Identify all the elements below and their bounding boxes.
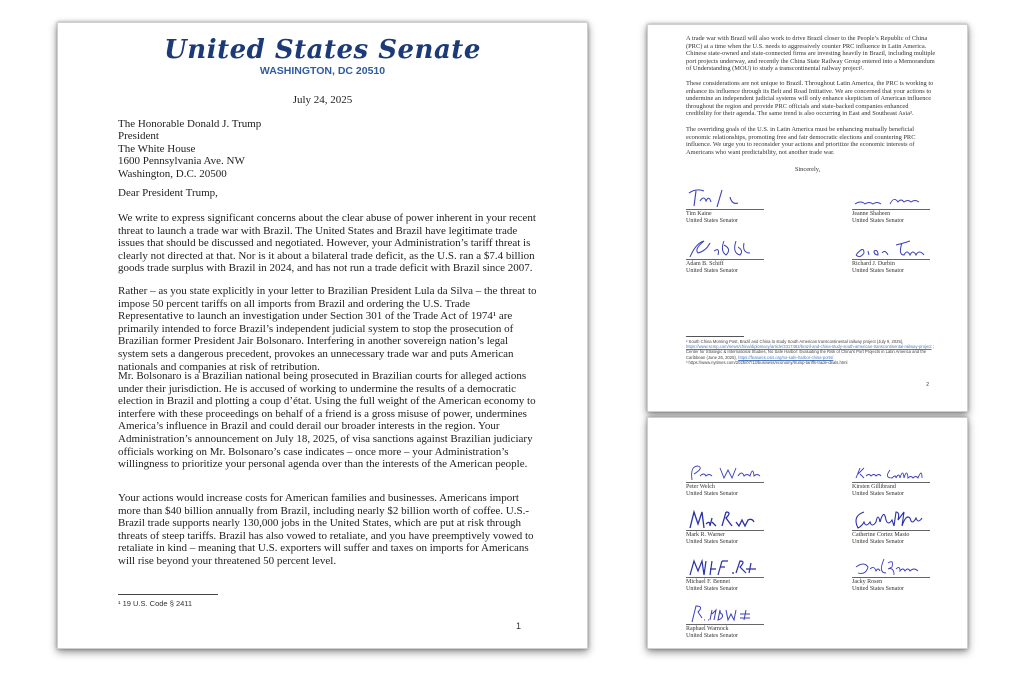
address-line: The White House xyxy=(118,142,196,155)
signature-block xyxy=(686,556,796,593)
signatory-title: United States Senator xyxy=(852,491,904,497)
signatory-title: United States Senator xyxy=(686,633,738,639)
signatory-title: United States Senator xyxy=(852,218,904,224)
footnote-link[interactable]: https://features.csis.org/no-safe-harbor-china-ports/ xyxy=(738,354,834,360)
signature-image xyxy=(686,603,764,625)
signature-image xyxy=(852,238,930,260)
page-number: 2 xyxy=(926,382,929,388)
signature-image xyxy=(686,556,764,578)
salutation: Dear President Trump, xyxy=(118,187,218,199)
signature-image xyxy=(852,556,930,578)
signature-block xyxy=(852,556,962,593)
signature-image xyxy=(852,188,930,210)
signatory-name: Peter Welch xyxy=(686,484,715,490)
body-paragraph: A trade war with Brazil will also work to drive Brazil closer to the People’s Republic of China (PRC) at a time when the U.S. needs to aggressively counter PRC influence in Latin America. Chinese state-owned and state-connected firms are investing heavily in Brazil, including multiple port projects underway, and recently the China State Railway Group entered into a Memorandum of Understanding (MOU) to study a transcontinental railway project². xyxy=(686,35,936,73)
letter-page-3 xyxy=(647,417,968,649)
signatory-name: Adam B. Schiff xyxy=(686,261,724,267)
signatory-name: Kirsten Gillibrand xyxy=(852,484,896,490)
signature-block xyxy=(686,461,796,498)
address-line: Washington, D.C. 20500 xyxy=(118,167,227,180)
signature-image xyxy=(686,461,764,483)
signature-image xyxy=(686,509,764,531)
signature-image xyxy=(686,188,764,210)
signature-block xyxy=(686,509,796,546)
letter-page-1 xyxy=(57,22,588,649)
body-paragraph: The overriding goals of the U.S. in Latin America must be enhancing mutually beneficial economic relationships, promoting free and fair democratic elections and countering PRC influence. We urge you to reconsider your actions and prioritize the economic interests of Americans who want predictability, not another trade war. xyxy=(686,126,916,156)
signatory-title: United States Senator xyxy=(852,539,904,545)
signatory-name: Jeanne Shaheen xyxy=(852,211,891,217)
signature-block xyxy=(852,461,962,498)
signatory-title: United States Senator xyxy=(852,268,904,274)
signatory-title: United States Senator xyxy=(852,586,904,592)
address-line: 1600 Pennsylvania Ave. NW xyxy=(118,155,245,168)
body-paragraph: Rather – as you state explicitly in your letter to Brazilian President Lula da Silva – the threat to impose 50 percent tariffs on all imports from Brazil and ordering the U.S. Trade Representative to launch an investigation under Section 301 of the Trade Act of 1974¹ are primarily intended to force Brazil’s independent judicial system to stop the prosecution of Brazilian former President Jair Bolsonaro. Interfering in another sovereign nation’s legal system sets a dangerous precedent, provokes an unnecessary trade war and puts American nationals and companies at risk of retribution. xyxy=(118,285,537,373)
signature-block xyxy=(852,238,962,275)
body-paragraph: Mr. Bolsonaro is a Brazilian national being prosecuted in Brazilian courts for alleged actions under their jurisdiction. He is accused of working to undermine the results of a democratic election in Brazil and plotting a coup d’état. Using the full weight of the American economy to interfere with these proceedings on behalf of a friend is a gross misuse of power, undermines America’s influence in Brazil and could derail our broader interests in the region. Your Administration’s announcement on July 18, 2025, of visa sanctions against Brazilian judiciary officials working on Mr. Bolsonaro’s case indicates – once more – your Administration’s willingness to prioritize your personal agenda over than the interests of the American people. xyxy=(118,370,536,471)
footnote-text: ² South China Morning Post, Brazil and China to study South American transcontinental railway project (July 9, 2025), xyxy=(686,339,904,344)
footnotes xyxy=(686,339,936,365)
page-number: 1 xyxy=(515,621,521,631)
body-paragraph: These considerations are not unique to Brazil. Throughout Latin America, the PRC is working to enhance its influence through its Belt and Road Initiative. We are concerned that your actions to undermine an independent judicial systems will only enhance skepticism of American influence throughout the region and provide PRC officials and state-backed companies enhanced credibility for their agenda. The same trend is also occurring in East and Southeast Asia³. xyxy=(686,80,934,118)
footnote: ¹ 19 U.S. Code § 2411 xyxy=(118,599,193,608)
signature-image xyxy=(686,238,764,260)
signatory-title: United States Senator xyxy=(686,586,738,592)
signatory-title: United States Senator xyxy=(686,539,738,545)
signatory-name: Richard J. Durbin xyxy=(852,261,895,267)
body-paragraph: Your actions would increase costs for American families and businesses. Americans import more than $40 billion annually from Brazil, including nearly $2 billion worth of coffee. U.S.-Brazil trade supports nearly 130,000 jobs in the United States, which are put at risk through threats of steep tariffs. Brazil has also vowed to retaliate, and you have preemptively vowed to retaliate in kind – meaning that U.S. exporters will suffer and taxes on imports for Americans will rise beyond your threatened 50 percent level. xyxy=(118,492,534,567)
body-paragraph: We write to express significant concerns about the clear abuse of power inherent in your recent threat to launch a trade war with Brazil. The United States and Brazil have legitimate trade issues that should be discussed and negotiated. However, your Administration’s tariff threat is clearly not directed at that. Nor is it about a bilateral trade deficit, as the U.S. ran a $7.4 billion goods trade surplus with Brazil in 2024, and has not run a trade deficit with Brazil since 2007. xyxy=(118,212,536,275)
signatory-name: Mark R. Warner xyxy=(686,532,725,538)
footnote-divider xyxy=(686,336,744,337)
signatory-title: United States Senator xyxy=(686,491,738,497)
letter-date: July 24, 2025 xyxy=(292,94,353,106)
signatory-title: United States Senator xyxy=(686,218,738,224)
recipient-address xyxy=(118,118,261,180)
letterhead-title: United States Senate xyxy=(164,35,481,65)
address-line: The Honorable Donald J. Trump xyxy=(118,118,262,130)
footnote-divider xyxy=(118,594,218,595)
signatory-name: Tim Kaine xyxy=(686,211,712,217)
letter-page-2 xyxy=(647,24,968,412)
signature-block xyxy=(852,509,962,546)
letterhead-subtitle: WASHINGTON, DC 20510 xyxy=(259,65,386,77)
signature-image xyxy=(852,509,930,531)
signatory-name: Catherine Cortez Masto xyxy=(852,532,910,538)
signature-block xyxy=(686,603,796,640)
footnote-text: ³ https://www.nytimes.com/2025/07/13/business/economy/trump-tariffs-trade-deals.html xyxy=(686,359,848,365)
signatory-name: Jacky Rosen xyxy=(852,579,883,585)
address-line: President xyxy=(118,130,159,143)
signature-block xyxy=(852,188,962,225)
closing: Sincerely, xyxy=(794,166,821,173)
signatory-name: Michael F. Bennet xyxy=(686,579,731,585)
signature-block xyxy=(686,238,796,275)
signatory-name: Raphael Warnock xyxy=(686,626,729,632)
footnote-text: ; Center for Strategic & International Studies, No Safe Harbor: Evaluating the Risk of China’s Port Projects in Latin America and the Caribbean (June 26, 2025), xyxy=(686,344,934,360)
signature-image xyxy=(852,461,930,483)
signatory-title: United States Senator xyxy=(686,268,738,274)
signature-block xyxy=(686,188,796,225)
footnote-link[interactable]: https://www.scmp.com/news/china/diplomacy/article/3317462/brazil-and-china-study-south-american-transcontinental-railway-project xyxy=(686,344,932,350)
